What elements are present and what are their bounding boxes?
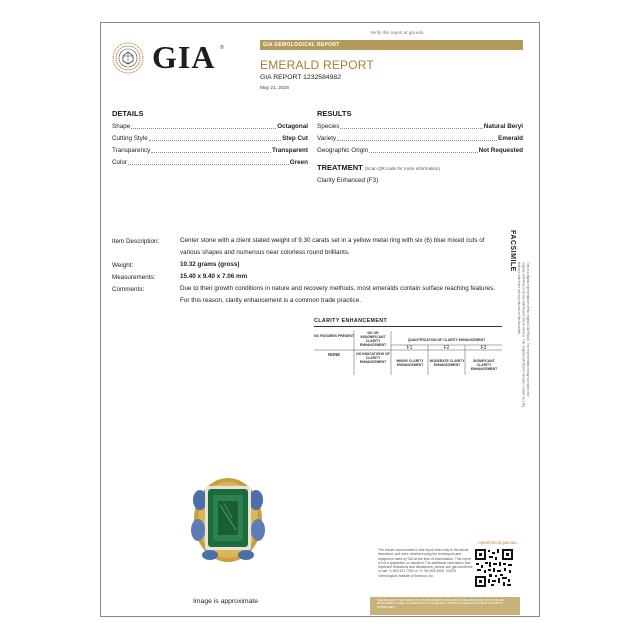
weight-label: Weight: [112, 262, 134, 269]
treatment-heading [317, 163, 440, 172]
report-band: GIA GEMOLOGICAL REPORT [260, 40, 523, 50]
ring-image [180, 470, 280, 570]
detail-row [112, 122, 308, 132]
details-heading: DETAILS [112, 109, 144, 118]
none-label: NONE [327, 352, 341, 357]
detail-row [112, 158, 308, 168]
facsimile-title: FACSIMILE [509, 230, 516, 272]
result-value: Not Requested [478, 147, 523, 154]
f3-label: F3 [480, 345, 487, 351]
weight-value: 10.32 grams (gross) [180, 261, 240, 268]
registered-mark: ® [220, 45, 224, 51]
minor-label: MINOR CLARITY ENHANCEMENT [396, 359, 424, 367]
result-value: Emerald [498, 135, 523, 142]
comments-label: Comments: [112, 286, 145, 293]
measurements-value: 15.40 x 9.40 x 7.06 mm [180, 273, 248, 280]
f2-label: F2 [443, 345, 450, 351]
result-row [317, 146, 523, 156]
comments-value: Due to their growth conditions in nature and recovery methods, most emeralds contain surface reaching features. For this reason, clarity enhancement is a common trade practice. [180, 285, 496, 304]
report-title: EMERALD REPORT [260, 58, 374, 72]
detail-value: Step Cut [282, 135, 308, 142]
item-description-label: Item Description: [112, 238, 160, 245]
result-label: Species [317, 123, 340, 130]
result-label: Variety [317, 135, 337, 142]
result-row [317, 134, 523, 144]
clarity-table [314, 331, 502, 375]
gia-logo [112, 39, 224, 75]
result-row [317, 122, 523, 132]
clarity-divider [314, 326, 502, 327]
item-description-value: Center stone with a client stated weight of 9.30 carats set in a yellow metal ring with six (6) blue mixed cuts of various shapes and numerous near colorless round brilliants. [180, 237, 485, 256]
detail-row [112, 134, 308, 144]
disclaimer-text: The results documented in this report refer only to the article described, and were obtained using the techniques and equipment used by GIA at the time of examination. This report is not a guarantee or valuation. For additional information and important limitations and disclaimers, please see gia.edu/terms or call +1 800 421 7250 or +1 760 603 4500. ©2025 Gemological Institute of America, Inc. [378, 548, 473, 578]
no-fissures-header: NO FISSURES PRESENT [314, 334, 354, 338]
treatment-value: Clarity Enhanced (F3) [317, 177, 379, 184]
detail-row [112, 146, 308, 156]
security-text: THE SECURITY FEATURES IN THIS DOCUMENT, INCLUDING THE HOLOGRAM ON CODE AND MICROPRINT LINES, IN ADDITION TO THOSE NOT LISTED, EXCEED DOCUMENT SECURITY GUIDELINES. [377, 598, 506, 609]
clarity-title: CLARITY ENHANCEMENT [314, 318, 388, 324]
detail-label: Color [112, 159, 128, 166]
moderate-label: MODERATE CLARITY ENHANCEMENT [429, 359, 465, 367]
detail-value: Octagonal [277, 123, 308, 130]
no-indications-label: NO INDICATIONS OF CLARITY ENHANCEMENT [356, 352, 390, 364]
verify-text[interactable]: Verify this report at gia.edu [370, 30, 424, 35]
gia-seal-icon [112, 42, 144, 74]
image-caption: Image is approximate [193, 598, 258, 605]
qr-code-icon[interactable] [474, 548, 514, 588]
measurements-label: Measurements: [112, 274, 156, 281]
detail-value: Transparent [271, 147, 308, 154]
report-number: GIA REPORT 1232584982 [260, 74, 341, 81]
result-value: Natural Beryl [483, 123, 523, 130]
treatment-note: (Scan QR code for more information) [364, 166, 441, 171]
facsimile-text: This is a digital representation of the original GIA Report. The representation may not match the original. GIA Report on the GIA Report Check service. The original GIA Report includes certain security features which are not reproduced on this facsimile. [517, 262, 530, 408]
detail-value: Green [289, 159, 308, 166]
emerald-ring-icon [180, 470, 280, 570]
results-heading: RESULTS [317, 109, 352, 118]
detail-label: Shape [112, 123, 131, 130]
gia-wordmark: GIA [152, 39, 216, 75]
qr-label[interactable]: reportcheck.gia.edu [478, 540, 517, 545]
report-date: May 21, 2025 [260, 86, 290, 91]
significant-label: SIGNIFICANT CLARITY ENHANCEMENT [470, 359, 498, 371]
result-label: Geographic Origin [317, 147, 369, 154]
treatment-heading-text: TREATMENT [317, 163, 363, 172]
security-bar [370, 597, 520, 615]
f1-label: F1 [406, 345, 413, 351]
no-insignificant-header: NO OR INSIGNIFICANT CLARITY ENHANCEMENT [359, 331, 387, 347]
quantification-header: QUANTIFICATION OF CLARITY ENHANCEMENT [407, 338, 486, 342]
detail-label: Transparency [112, 147, 151, 154]
detail-label: Cutting Style [112, 135, 148, 142]
